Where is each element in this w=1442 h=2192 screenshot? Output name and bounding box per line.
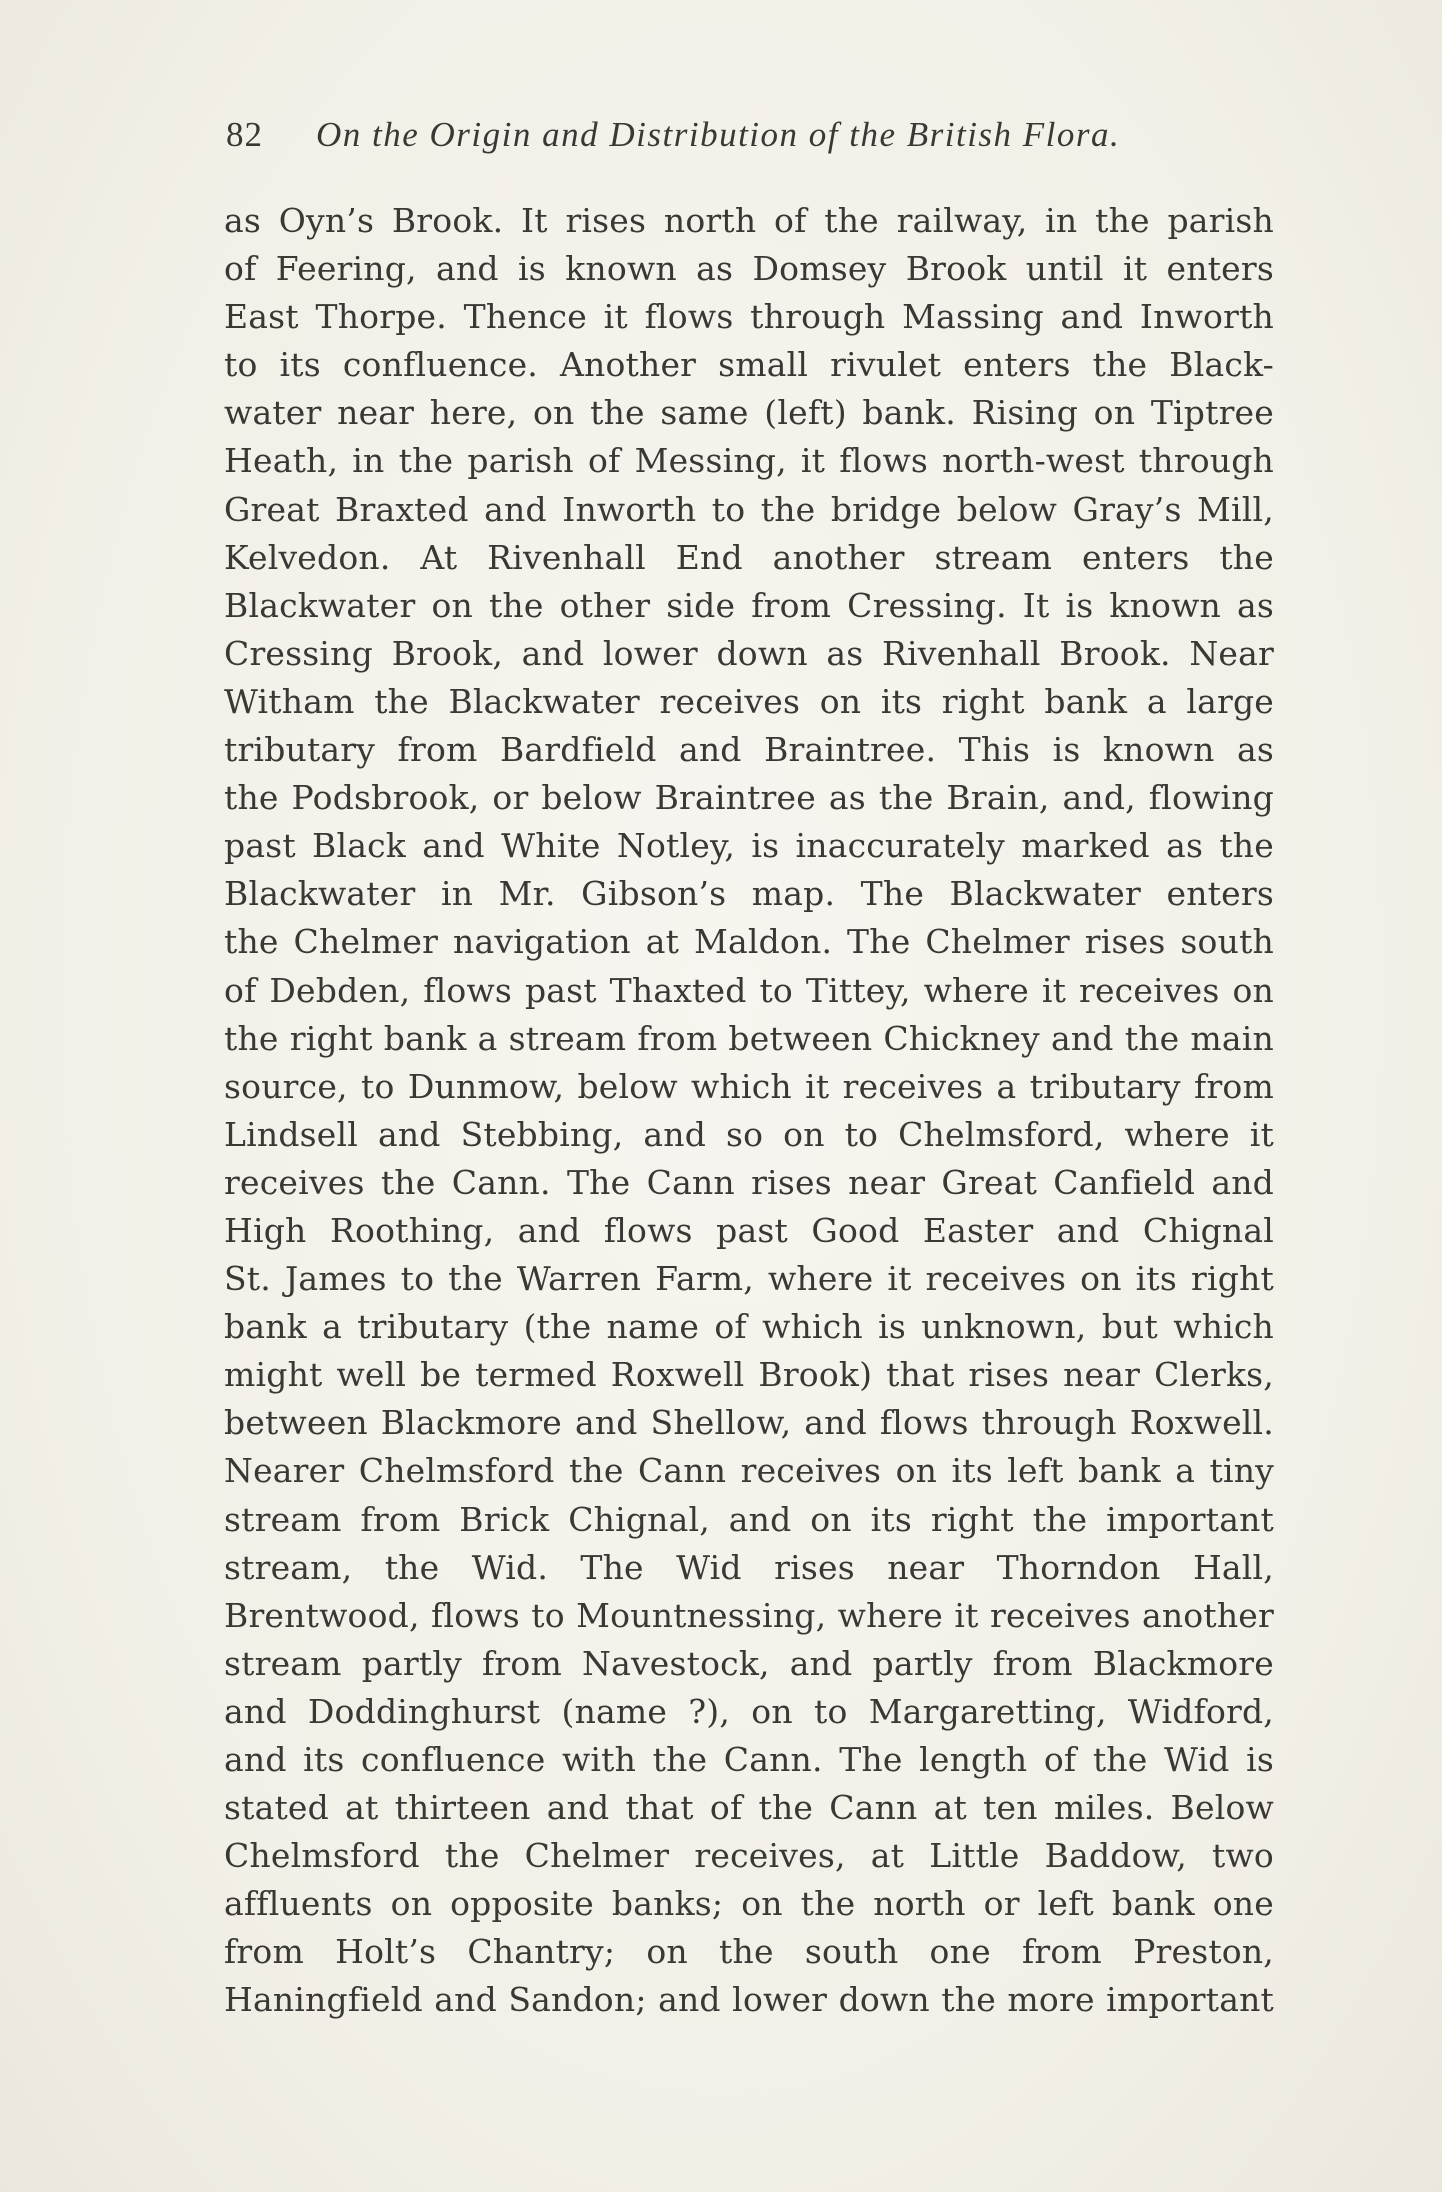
text-line: Chelmsford the Chelmer receives, at Little Baddow, two: [224, 1836, 1274, 1876]
text-line: East Thorpe. Thence it flows through Massing and Inworth: [224, 297, 1274, 337]
text-line: Haningfield and Sandon; and lower down the more important: [224, 1980, 1274, 2020]
text-line: of Feering, and is known as Domsey Brook until it enters: [224, 249, 1274, 289]
text-line: Heath, in the parish of Messing, it flows north-west through: [224, 441, 1274, 481]
text-line: water near here, on the same (left) bank. Rising on Tiptree: [224, 393, 1274, 433]
text-line: between Blackmore and Shellow, and flows through Roxwell.: [224, 1403, 1274, 1443]
text-line: from Holt’s Chantry; on the south one from Preston,: [224, 1932, 1274, 1972]
text-line: to its confluence. Another small rivulet enters the Black-: [224, 345, 1274, 385]
text-line: stated at thirteen and that of the Cann at ten miles. Below: [224, 1788, 1274, 1828]
text-line: the Chelmer navigation at Maldon. The Chelmer rises south: [224, 922, 1274, 962]
text-line: and Doddinghurst (name ?), on to Margaretting, Widford,: [224, 1691, 1274, 1731]
text-line: receives the Cann. The Cann rises near Great Canfield and: [224, 1162, 1274, 1202]
text-line: stream, the Wid. The Wid rises near Thorndon Hall,: [224, 1547, 1274, 1587]
text-line: Nearer Chelmsford the Cann receives on its left bank a tiny: [224, 1451, 1274, 1491]
text-line: Witham the Blackwater receives on its right bank a large: [224, 681, 1274, 721]
text-line: source, to Dunmow, below which it receives a tributary from: [224, 1066, 1274, 1106]
text-line: the right bank a stream from between Chickney and the main: [224, 1018, 1274, 1058]
text-line: the Podsbrook, or below Braintree as the Brain, and, flowing: [224, 778, 1274, 818]
text-line: stream from Brick Chignal, and on its right the important: [224, 1499, 1274, 1539]
page-number: 82: [226, 115, 263, 154]
text-line: past Black and White Notley, is inaccurately marked as the: [224, 826, 1274, 866]
text-line: Brentwood, flows to Mountnessing, where it receives another: [224, 1595, 1274, 1635]
body-text: [224, 197, 1274, 2025]
text-line: Blackwater in Mr. Gibson’s map. The Blackwater enters: [224, 874, 1274, 914]
text-line: might well be termed Roxwell Brook) that rises near Clerks,: [224, 1355, 1274, 1395]
text-line: St. James to the Warren Farm, where it receives on its right: [224, 1259, 1274, 1299]
text-line: Kelvedon. At Rivenhall End another stream enters the: [224, 537, 1274, 577]
text-line: Cressing Brook, and lower down as Rivenhall Brook. Near: [224, 633, 1274, 673]
running-title: On the Origin and Distribution of the British Flora.: [316, 115, 1121, 154]
text-line: of Debden, flows past Thaxted to Tittey, where it receives on: [224, 970, 1274, 1010]
text-line: Lindsell and Stebbing, and so on to Chelmsford, where it: [224, 1114, 1274, 1154]
text-line: bank a tributary (the name of which is unknown, but which: [224, 1307, 1274, 1347]
text-line: tributary from Bardfield and Braintree. This is known as: [224, 730, 1274, 770]
text-line: as Oyn’s Brook. It rises north of the railway, in the parish: [224, 201, 1274, 240]
text-line: stream partly from Navestock, and partly from Blackmore: [224, 1643, 1274, 1683]
text-line: and its confluence with the Cann. The length of the Wid is: [224, 1740, 1274, 1779]
text-line: Blackwater on the other side from Cressing. It is known as: [224, 585, 1274, 625]
text-line: affluents on opposite banks; on the north or left bank one: [224, 1884, 1274, 1924]
text-line: Great Braxted and Inworth to the bridge below Gray’s Mill,: [224, 489, 1274, 529]
running-head: [226, 110, 1276, 160]
text-line: High Roothing, and flows past Good Easter and Chignal: [224, 1210, 1274, 1250]
